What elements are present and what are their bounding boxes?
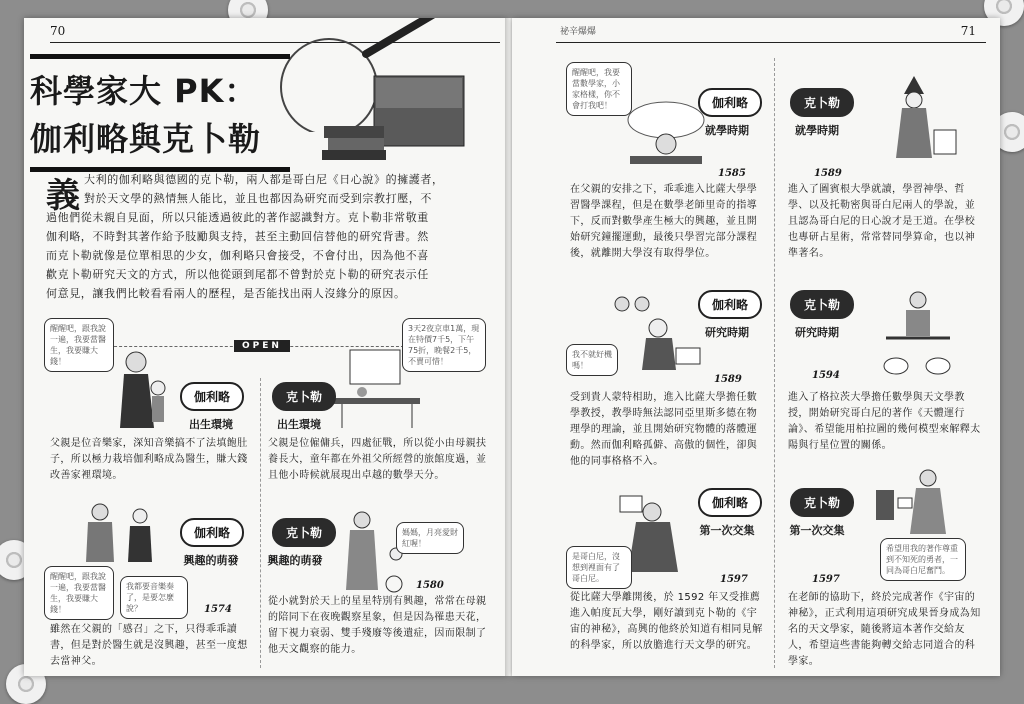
kepler-label-pill: 克卜勒 (790, 488, 854, 517)
section-label: 研究時期 (705, 326, 749, 339)
running-head: 祕辛爆爆 (560, 27, 597, 37)
speech-bubble: 我不就好機嗎！ (566, 344, 618, 376)
speech-bubble: 醒醒吧，我要當數學家，小家格樣，你不會打我吧！ (566, 62, 632, 116)
galileo-school-text: 在父親的安排之下，乖乖進入比薩大學學習醫學課程，但是在數學老師里奇的指導下，反而對數學產生極大的興趣，並且開始研究鐘擺運動，最後只學習完部分課程後，就離開大學沒有取得學位。 (570, 184, 758, 259)
speech-bubble: 媽媽，月亮愛財紅喔！ (396, 522, 464, 554)
section-label: 就學時期 (795, 124, 839, 137)
page-number: 71 (960, 24, 976, 38)
section-label: 就學時期 (705, 124, 749, 137)
speech-bubble: 醒醒吧，跟我說一遍，我要當醫生，我要賺大錢！ (44, 566, 114, 620)
galileo-label-pill: 伽利略 (698, 88, 762, 117)
father-son-illustration (114, 348, 174, 438)
speech-bubble: 3天2夜京車1萬，現在特價7千5，下午75折，晚餐2千5，不賣可惜！ (402, 318, 486, 372)
drop-cap: 義 (46, 176, 80, 216)
kepler-interest-text: 從小就對於天上的星星特別有興趣，常常在母親的陪同下在夜晚觀察星象，但是因為罹患天花，留下視力衰弱、雙手殘廢等後遺症，因而限制了他天文觀察的能力。 (268, 596, 487, 655)
intro-body-rest (46, 208, 502, 303)
galileo-interest-text: 雖然在父親的「感召」之下，只得乖乖讀書，但是對於醫生就是沒興趣，甚至一度想去當神父。 (50, 624, 248, 667)
kepler-label-pill: 克卜勒 (272, 518, 336, 547)
galileo-encounter-text: 從比薩大學離開後，於 1592 年又受推薦進入帕度瓦大學，剛好讀到克卜勒的《宇宙的神秘》，高興的他終於知道有相同見解的科學家，所以放膽進行天文學的研究。 (570, 592, 763, 651)
galileo-label-pill: 伽利略 (698, 290, 762, 319)
geometry-model-illustration (882, 288, 952, 378)
kepler-encounter-text: 在老師的協助下，終於完成著作《宇宙的神秘》，正式利用這項研究成果晉身成為知名的天文學家，隨後將這本著作交給友人，希望這些書能夠轉交給志同道合的科學家。 (788, 592, 981, 667)
page-title-line1: 科學家大 PK： (30, 72, 258, 110)
year-label: 1589 (714, 374, 742, 385)
year-label: 1574 (204, 604, 232, 615)
kepler-label-pill: 克卜勒 (272, 382, 336, 411)
year-label: 1594 (812, 370, 840, 381)
column-divider (774, 58, 775, 668)
header-rule (556, 42, 986, 43)
speech-bubble: 希望用我的著作尊重到不知死的勇者，一同為哥白尼奮鬥。 (880, 538, 966, 581)
page-title-line2: 伽利略與克卜勒 (30, 120, 262, 158)
section-label: 出生環境 (277, 418, 321, 431)
section-label: 興趣的萌發 (267, 554, 323, 567)
right-page (512, 18, 1000, 676)
page-number: 70 (50, 24, 66, 38)
open-label: OPEN (234, 340, 290, 352)
galileo-birth-text: 父親是位音樂家，深知音樂搞不了法填飽肚子，所以極力栽培伽利略成為醫生，賺大錢改善家裡環境。 (50, 438, 248, 481)
left-page (24, 18, 508, 676)
year-label: 1597 (812, 574, 840, 585)
year-label: 1589 (814, 168, 842, 179)
kepler-label-pill: 克卜勒 (790, 88, 854, 117)
speech-bubble: 是哥白尼，沒想到裡面有了哥白尼。 (566, 546, 632, 589)
kepler-school-text: 進入了圖賓根大學就讀，學習神學、哲學、以及托勒密與哥白尼兩人的學說，並且認為哥白尼的日心說才是王道。在學校也專研占星術，常常替同學算命，也以神準著名。 (788, 184, 976, 259)
desk-illustration (332, 348, 422, 428)
section-label: 出生環境 (189, 418, 233, 431)
galileo-research-text: 受到貴人蒙特相助，進入比薩大學擔任數學教授，教學時無法認同亞里斯多德在物理學的理論，並且開始研究物體的落體運動。然而伽利略孤僻、高傲的個性，卻與他的同事格格不入。 (570, 392, 758, 467)
column-divider (260, 378, 261, 668)
intro-line: 而克卜勒就像是位單相思的少女，伽利略只會接受，不會付出，因為他不喜 (46, 249, 429, 262)
kepler-label-pill: 克卜勒 (790, 290, 854, 319)
galileo-label-pill: 伽利略 (698, 488, 762, 517)
intro-first-line: 大利的伽利略與德國的克卜勒，兩人都是哥白尼《日心說》的擁護者， (84, 173, 444, 186)
year-label: 1585 (718, 168, 746, 179)
speech-bubble: 醒醒吧，跟我說一遍，我要當醫生，我要賺大錢！ (44, 318, 114, 372)
galileo-label-pill: 伽利略 (180, 518, 244, 547)
intro-body (84, 189, 504, 208)
intro-line: 何意見，讓我們比較看看兩人的歷程，是否能找出兩人沒緣分的原因。 (46, 287, 406, 300)
briefcase-icon (314, 66, 474, 166)
kepler-birth-text: 父親是位僱傭兵，四處征戰，所以從小由母親扶養長大，童年都在外祖父所經營的旅館度過，並且他小時候就展現出卓越的數學天分。 (268, 438, 487, 481)
year-label: 1597 (720, 574, 748, 585)
intro-line: 對於天文學的熱情無人能比，並且也都因為研究而受到宗教打壓，不 (84, 192, 432, 205)
kepler-research-text: 進入了格拉茨大學擔任數學與天文學教授，開始研究哥白尼的著作《天體運行論》、希望能用柏拉圖的幾何模型來解釋太陽與行星位置的關係。 (788, 392, 981, 451)
intro-line: 過他們從未親自見面，所以只能透過彼此的著作認識對方。克卜勒非常敬重 (46, 211, 429, 224)
intro-line: 歡克卜勒研究天文的方式，所以他從頭到尾都不曾對於克卜勒的研究表示任 (46, 268, 429, 281)
section-label: 第一次交集 (789, 524, 845, 537)
section-label: 第一次交集 (699, 524, 755, 537)
mailing-book-illustration (872, 468, 962, 538)
section-label: 興趣的萌發 (183, 554, 239, 567)
section-label: 研究時期 (795, 326, 839, 339)
wizard-teacher-illustration (888, 74, 958, 160)
speech-bubble: 我都要音樂奏了，是要怎麼說？ (120, 576, 188, 619)
family-illustration (80, 502, 170, 566)
galileo-label-pill: 伽利略 (180, 382, 244, 411)
year-label: 1580 (416, 580, 444, 591)
intro-line: 伽利略，不時對其著作給予肢勵與支持，甚至主動回信替他的研究背書。然 (46, 230, 429, 243)
